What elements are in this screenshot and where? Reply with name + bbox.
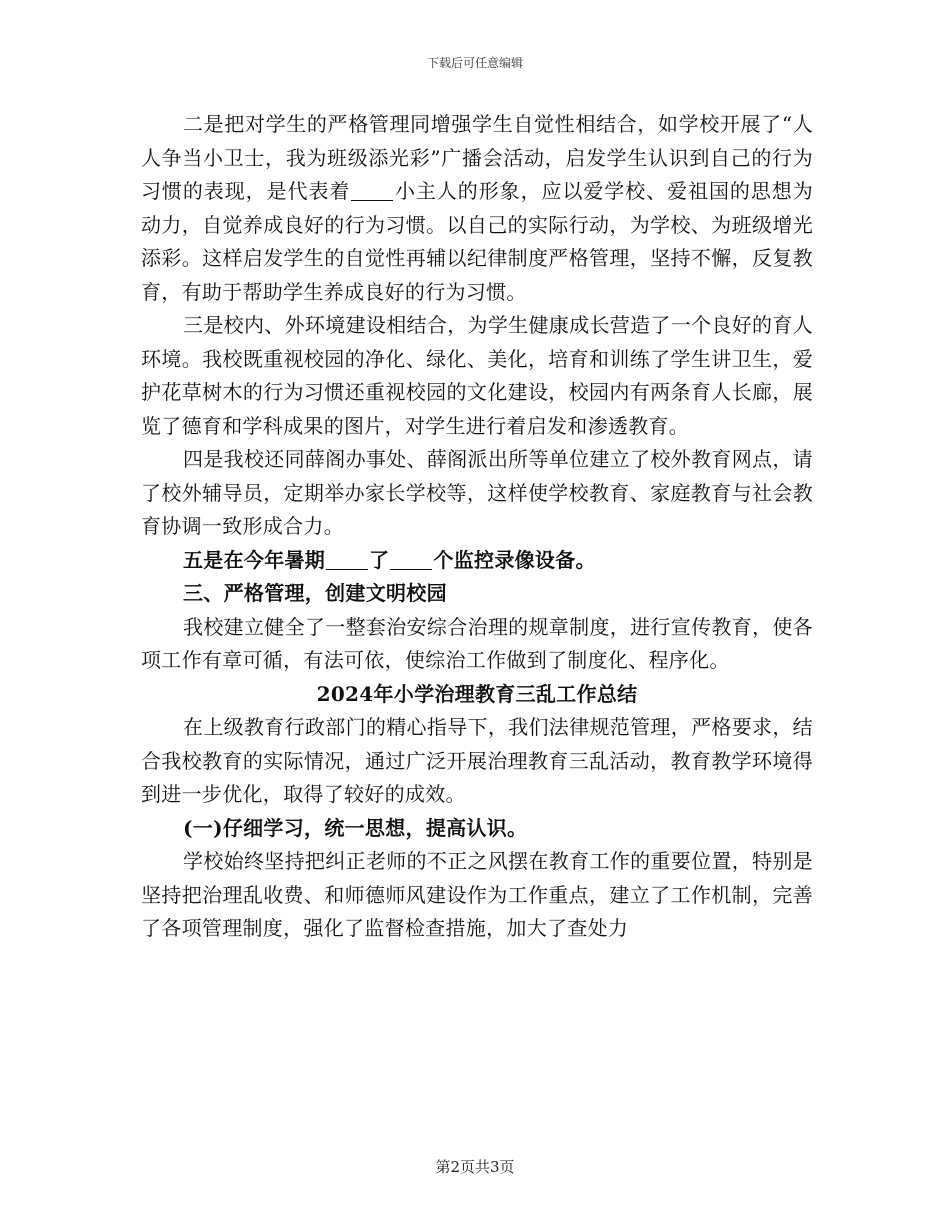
paragraph-3: 三是校内、外环境建设相结合，为学生健康成长营造了一个良好的育人环境。我校既重视校园的净化、绿化、美化，培育和训练了学生讲卫生，爱护花草树木的行为习惯还重视校园的文化建设，校园内有两条育人长廊，展览了德育和学科成果的图片，对学生进行着启发和渗透教育。 bbox=[141, 313, 813, 438]
paragraph-2 bbox=[141, 108, 813, 309]
paragraph-5-part-c: 个监控录像设备。 bbox=[433, 547, 596, 572]
blank-underline bbox=[390, 549, 432, 570]
section-heading-3: 三、严格管理，创建文明校园 bbox=[183, 581, 447, 605]
blank-underline bbox=[351, 180, 393, 201]
page-header: 下载后可任意编辑 bbox=[426, 56, 523, 70]
paragraph-rules: 我校建立健全了一整套治安综合治理的规章制度，进行宣传教育，使各项工作有章可循，有法可依，使综治工作做到了制度化、程序化。 bbox=[141, 614, 813, 672]
document-title: 2024年小学治理教育三乱工作总结 bbox=[316, 681, 638, 706]
paragraph-2-part-b: 小主人的形象，应以爱学校、爱祖国的思想为动力，自觉养成良好的行为习惯。以自己的实际行动，为学校、为班级增光添彩。这样启发学生的自觉性再辅以纪律制度严格管理，坚持不懈，反复教育，有助于帮助学生养成良好的行为习惯。 bbox=[141, 179, 814, 304]
paragraph-study: 学校始终坚持把纠正老师的不正之风摆在教育工作的重要位置，特别是坚持把治理乱收费、和师德师风建设作为工作重点，建立了工作机制，完善了各项管理制度，强化了监督检查措施，加大了查处力 bbox=[141, 849, 813, 940]
blank-underline bbox=[326, 549, 368, 570]
paragraph-2-part-a: 二是把对学生的严格管理同增强学生自觉性相结合，如学校开展了“人人争当小卫士，我为班级添光彩”广播会活动，启发学生认识到自己的行为习惯的表现，是代表着 bbox=[141, 112, 813, 203]
section-heading-1: (一)仔细学习，统一思想，提高认识。 bbox=[183, 815, 528, 840]
paragraph-intro: 在上级教育行政部门的精心指导下，我们法律规范管理，严格要求，结合我校教育的实际情况，通过广泛开展治理教育三乱活动，教育教学环境得到进一步优化，取得了较好的成效。 bbox=[141, 715, 813, 806]
paragraph-5-part-a: 五是在今年暑期 bbox=[183, 547, 326, 572]
paragraph-5 bbox=[141, 544, 813, 578]
paragraph-4: 四是我校还同薛阁办事处、薛阁派出所等单位建立了校外教育网点，请了校外辅导员，定期举办家长学校等，这样使学校教育、家庭教育与社会教育协调一致形成合力。 bbox=[141, 447, 813, 538]
paragraph-5-part-b: 了 bbox=[369, 547, 390, 572]
page-footer: 第2页共3页 bbox=[435, 1158, 515, 1176]
document-body bbox=[141, 108, 813, 946]
